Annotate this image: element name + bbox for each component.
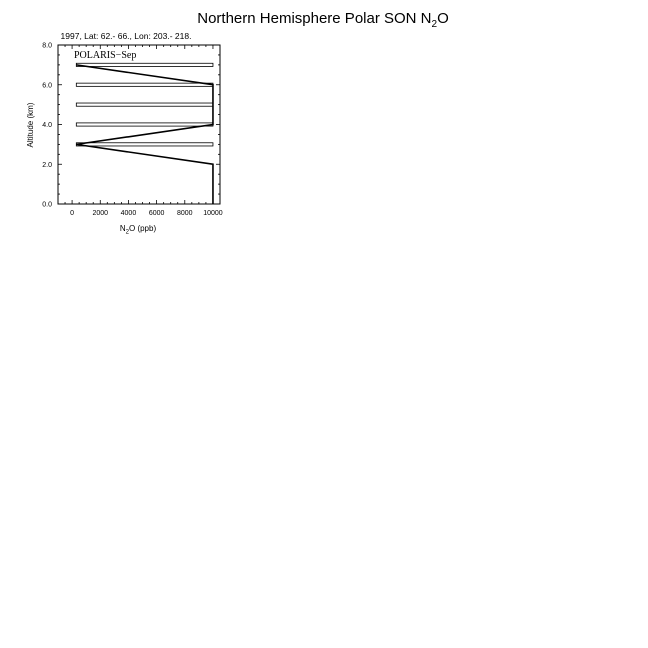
x-axis-label bbox=[120, 224, 157, 236]
y-axis-label: Altitude (km) bbox=[26, 102, 35, 148]
x-tick-label-5: 10000 bbox=[203, 210, 223, 217]
chart-title-tail: O bbox=[437, 10, 449, 27]
axis-ticks bbox=[42, 43, 223, 218]
chart-title-main: Northern Hemisphere Polar SON N bbox=[197, 10, 432, 27]
x-tick-label-0: 0 bbox=[70, 210, 75, 217]
chart-title bbox=[197, 10, 449, 30]
chart-subtitle: 1997, Lat: 62.- 66., Lon: 203.- 218. bbox=[60, 31, 192, 41]
y-tick-label-3: 6.0 bbox=[42, 82, 52, 90]
x-axis-label-subscript: 2 bbox=[125, 229, 129, 236]
x-axis-label-main: N bbox=[119, 224, 126, 233]
y-tick-label-0: 0.0 bbox=[42, 201, 52, 209]
x-axis-label-tail: O (ppb) bbox=[129, 224, 157, 233]
x-tick-label-2: 4000 bbox=[120, 210, 137, 217]
legend-label: POLARIS−Sep bbox=[74, 50, 137, 61]
range-bar-1 bbox=[76, 123, 213, 126]
y-tick-label-2: 4.0 bbox=[42, 122, 52, 129]
x-tick-label-4: 8000 bbox=[176, 210, 193, 217]
y-tick-label-1: 2.0 bbox=[42, 161, 52, 169]
chart-title-subscript: 2 bbox=[431, 19, 438, 30]
range-bar-3 bbox=[76, 83, 213, 86]
y-tick-label-4: 8.0 bbox=[42, 42, 52, 50]
range-bars bbox=[76, 63, 213, 146]
range-bar-4 bbox=[76, 63, 213, 66]
x-tick-label-3: 6000 bbox=[148, 210, 165, 217]
range-bar-0 bbox=[76, 143, 213, 146]
range-bar-2 bbox=[76, 103, 213, 106]
x-tick-label-1: 2000 bbox=[92, 210, 109, 217]
